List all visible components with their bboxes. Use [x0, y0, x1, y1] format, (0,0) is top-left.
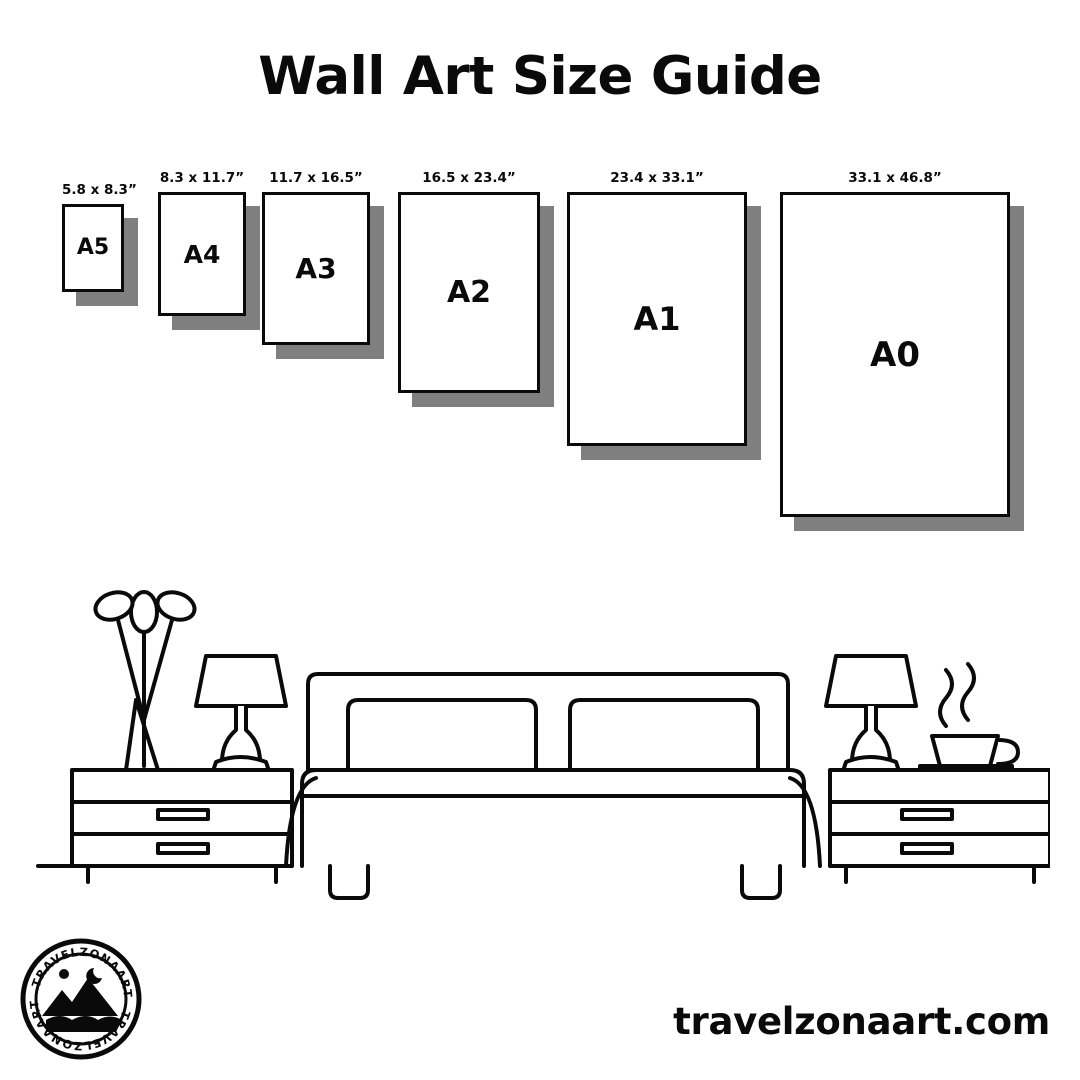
size-item-a5: [62, 160, 137, 306]
left-nightstand: [72, 770, 292, 882]
brand-logo: [20, 938, 142, 1060]
frame-a4: [158, 192, 246, 316]
size-item-a4: [158, 160, 246, 330]
logo-top-text: TRAVELZONAART: [28, 944, 136, 999]
logo-bottom-text: TRAVELZONAART: [26, 999, 134, 1054]
size-dimensions-a1: 23.4 x 33.1”: [610, 170, 704, 186]
bed: [286, 674, 820, 898]
frame-a5: [62, 204, 124, 292]
left-lamp: [196, 656, 286, 774]
frame-label-a0: A0: [870, 334, 920, 375]
size-item-a3: [262, 160, 370, 359]
website-url: travelzonaart.com: [673, 1000, 1050, 1043]
bedroom-illustration: [30, 570, 1050, 910]
size-chart: [0, 160, 1080, 600]
right-nightstand: [830, 770, 1050, 882]
coffee-cup: [920, 664, 1018, 774]
size-dimensions-a3: 11.7 x 16.5”: [269, 170, 363, 186]
size-dimensions-a4: 8.3 x 11.7”: [159, 170, 245, 186]
frame-label-a3: A3: [295, 251, 337, 285]
frame-label-a2: A2: [446, 274, 492, 310]
size-item-a2: [398, 160, 540, 407]
frame-a1: [567, 192, 747, 446]
frame-a2: [398, 192, 540, 393]
right-lamp: [826, 656, 916, 774]
size-item-a0: [780, 160, 1010, 531]
frame-label-a1: A1: [633, 300, 681, 338]
size-dimensions-a2: 16.5 x 23.4”: [422, 170, 516, 186]
frame-label-a5: A5: [76, 235, 110, 260]
size-dimensions-a0: 33.1 x 46.8”: [848, 170, 942, 186]
size-dimensions-a5: 5.8 x 8.3”: [62, 182, 137, 198]
size-item-a1: [567, 160, 747, 460]
frame-a3: [262, 192, 370, 345]
frame-label-a4: A4: [183, 239, 221, 269]
page-title: Wall Art Size Guide: [258, 46, 822, 107]
frame-a0: [780, 192, 1010, 517]
